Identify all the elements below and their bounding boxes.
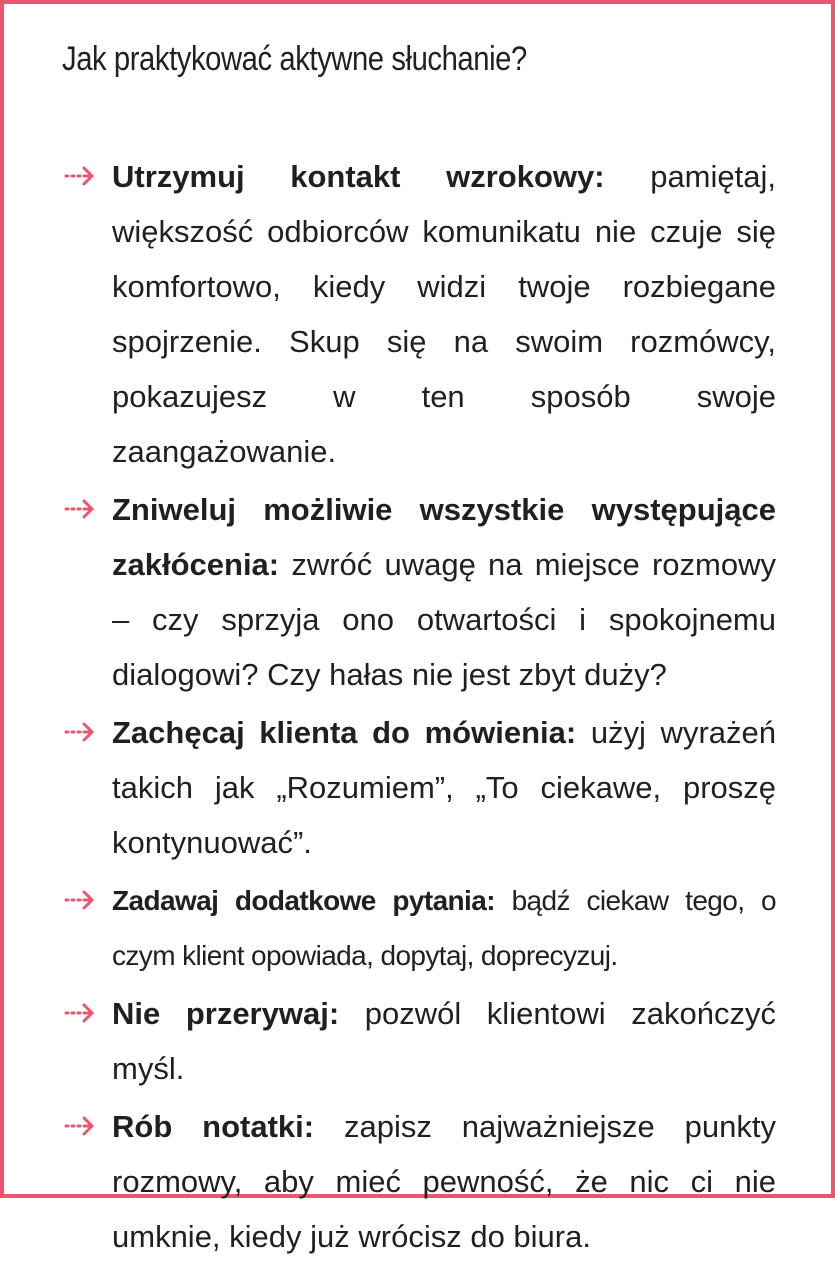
dashed-arrow-icon (64, 495, 100, 523)
item-text: pamiętaj, większość odbiorców komunikatu nie czuje się komfortowo, kiedy widzi twoje rozbiegane spojrzenie. Skup się na swoim rozmówcy, pokazujesz w ten sposób swoje zaangażowanie. (112, 159, 776, 469)
dashed-arrow-icon (64, 1112, 100, 1140)
list-item (64, 149, 776, 479)
page-title: Jak praktykować aktywne słuchanie? (62, 40, 527, 78)
dashed-arrow-icon (64, 999, 100, 1027)
list-item (64, 986, 776, 1096)
item-text: zapisz najważniejsze punkty rozmowy, aby mieć pewność, że nic ci nie umknie, kiedy już wrócisz do biura. (112, 1109, 776, 1254)
item-label: Zniweluj możliwie wszystkie występujące zakłócenia: (112, 492, 776, 582)
item-label: Zadawaj dodatkowe pytania: (112, 885, 495, 916)
item-text: pozwól klientowi zakończyć myśl. (112, 996, 776, 1086)
dashed-arrow-icon (64, 718, 100, 746)
item-label: Nie przerywaj: (112, 996, 340, 1031)
item-text: użyj wyrażeń takich jak „Rozumiem”, „To ciekawe, proszę kontynuować”. (112, 715, 776, 860)
list-item (64, 1099, 776, 1264)
tips-list (64, 149, 776, 1267)
item-label: Zachęcaj klienta do mówienia: (112, 715, 577, 750)
list-item (64, 705, 776, 870)
dashed-arrow-icon (64, 162, 100, 190)
item-text: bądź ciekaw tego, o czym klient opowiada, dopytaj, doprecyzuj. (112, 885, 777, 971)
item-text: zwróć uwagę na miejsce rozmowy – czy sprzyja ono otwartości i spokojnemu dialogowi? Czy hałas nie jest zbyt duży? (112, 547, 776, 692)
item-label: Utrzymuj kontakt wzrokowy: (112, 159, 605, 194)
item-label: Rób notatki: (112, 1109, 315, 1144)
dashed-arrow-icon (64, 886, 100, 914)
list-item (64, 873, 776, 983)
list-item (64, 482, 776, 702)
